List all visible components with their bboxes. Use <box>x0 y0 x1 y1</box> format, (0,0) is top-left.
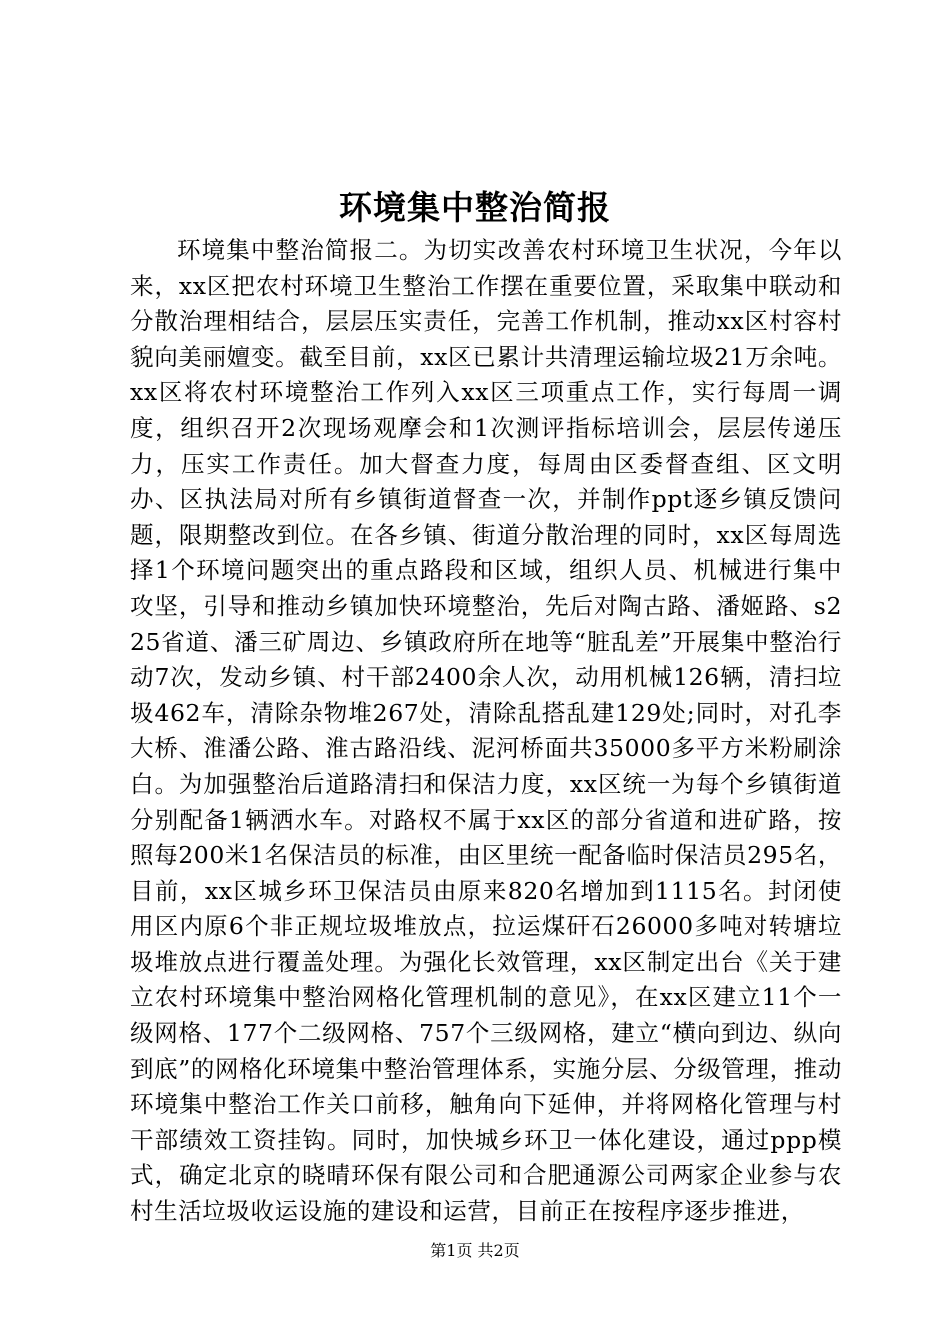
page-number-footer: 第1页 共2页 <box>430 1241 520 1260</box>
document-body-paragraph: 环境集中整治简报二。为切实改善农村环境卫生状况，今年以来，xx区把农村环境卫生整治工作摆在重要位置，采取集中联动和分散治理相结合，层层压实责任，完善工作机制，推动xx区村容村貌向美丽嬗变。截至目前，xx区已累计共清理运输垃圾21万余吨。xx区将农村环境整治工作列入xx区三项重点工作，实行每周一调度，组织召开2次现场观摩会和1次测评指标培训会，层层传递压力，压实工作责任。加大督查力度，每周由区委督查组、区文明办、区执法局对所有乡镇街道督查一次，并制作ppt逐乡镇反馈问题，限期整改到位。在各乡镇、街道分散治理的同时，xx区每周选择1个环境问题突出的重点路段和区域，组织人员、机械进行集中攻坚，引导和推动乡镇加快环境整治，先后对陶古路、潘姬路、s225省道、潘三矿周边、乡镇政府所在地等“脏乱差”开展集中整治行动7次，发动乡镇、村干部2400余人次，动用机械126辆，清扫垃圾462车，清除杂物堆267处，清除乱搭乱建129处;同时，对孔李大桥、淮潘公路、淮古路沿线、泥河桥面共35000多平方米粉刷涂白。为加强整治后道路清扫和保洁力度，xx区统一为每个乡镇街道分别配备1辆洒水车。对路权不属于xx区的部分省道和进矿路，按照每200米1名保洁员的标准，由区里统一配备临时保洁员295名，目前，xx区城乡环卫保洁员由原来820名增加到1115名。封闭使用区内原6个非正规垃圾堆放点，拉运煤矸石26000多吨对转塘垃圾堆放点进行覆盖处理。为强化长效管理，xx区制定出台《关于建立农村环境集中整治网格化管理机制的意见》，在xx区建立11个一级网格、177个二级网格、757个三级网格，建立“横向到边、纵向到底”的网格化环境集中整治管理体系，实施分层、分级管理，推动环境集中整治工作关口前移，触角向下延伸，并将网格化管理与村干部绩效工资挂钩。同时，加快城乡环卫一体化建设，通过ppp模式，确定北京的晓晴环保有限公司和合肥通源公司两家企业参与农村生活垃圾收运设施的建设和运营，目前正在按程序逐步推进， <box>130 236 842 1226</box>
document-title: 环境集中整治简报 <box>339 188 611 227</box>
